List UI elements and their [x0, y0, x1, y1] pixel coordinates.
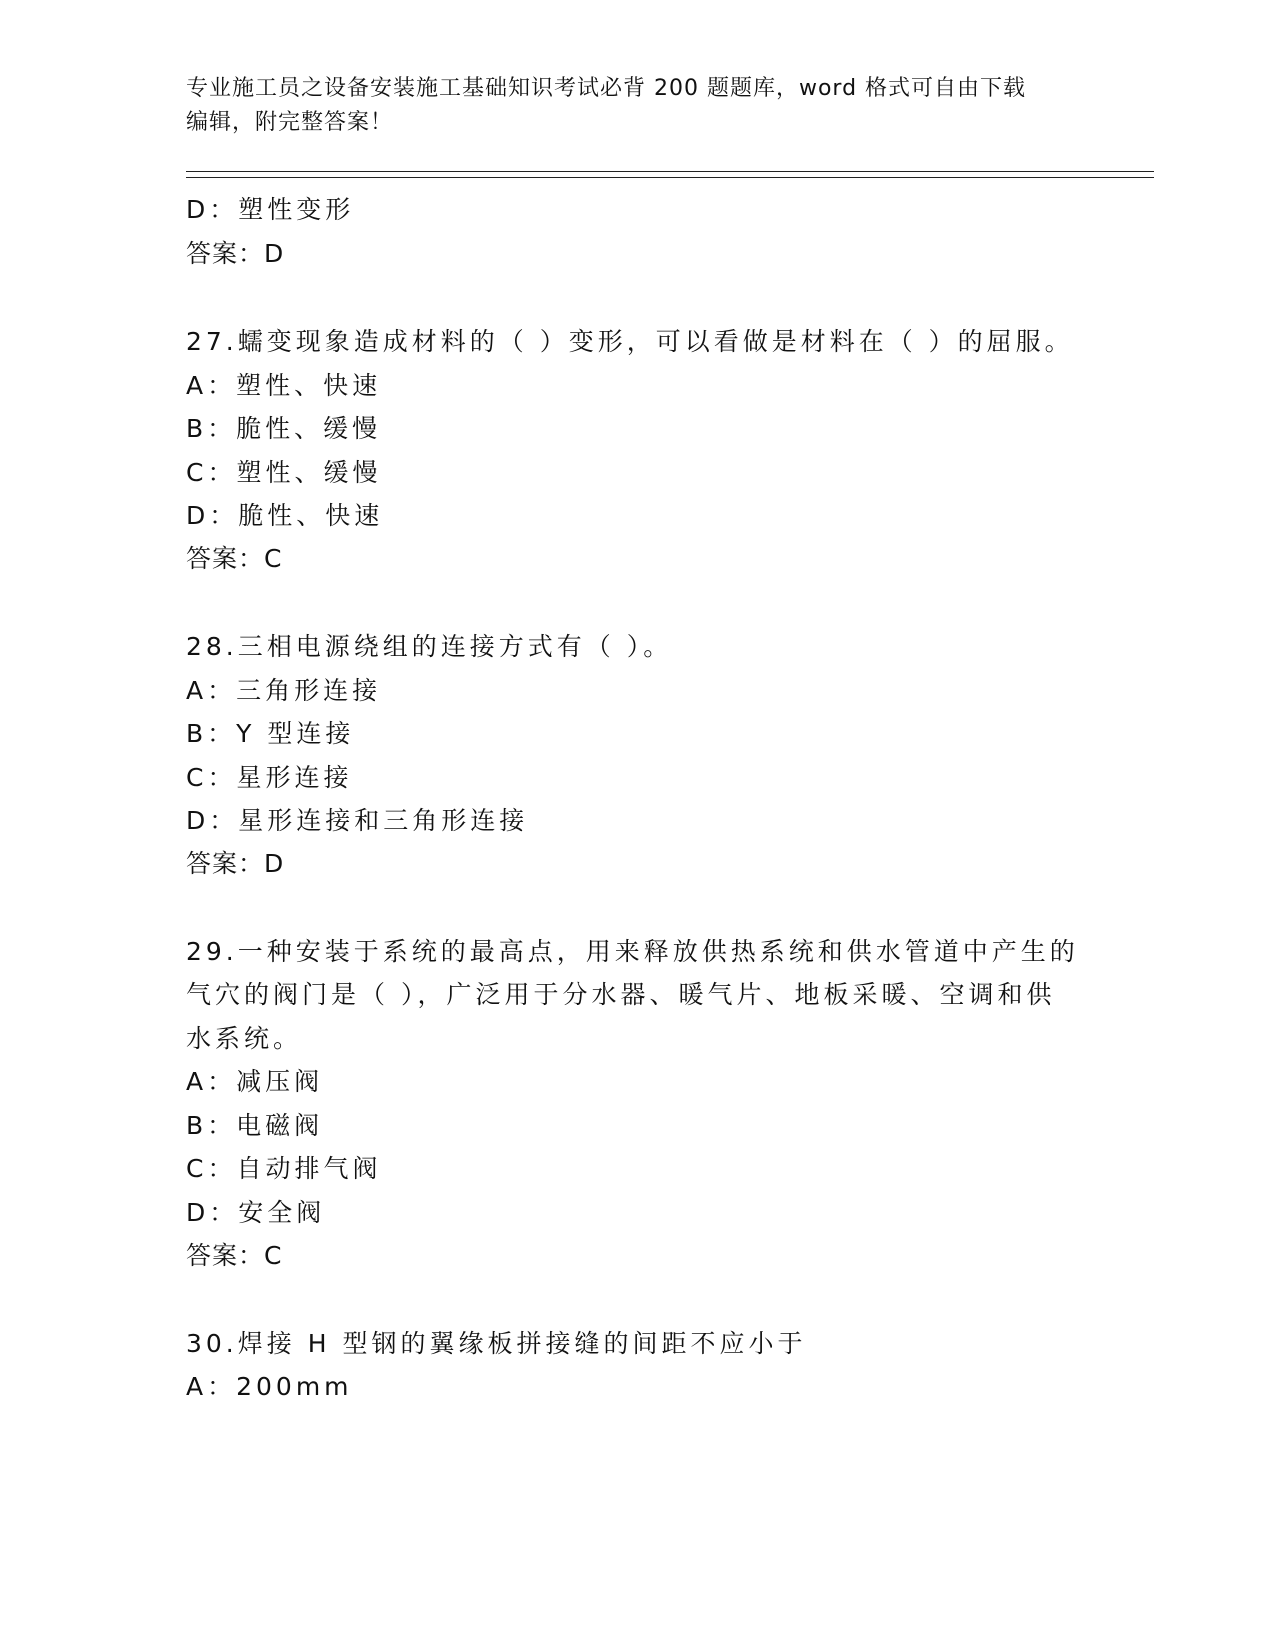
option-d: D：星形连接和三角形连接 — [186, 806, 529, 835]
option-d: D：脆性、快速 — [186, 501, 384, 530]
option-a: A：减压阀 — [186, 1067, 324, 1096]
header-line-1: 专业施工员之设备安装施工基础知识考试必背 200 题题库，word 格式可自由下载 — [186, 76, 1027, 101]
option-c: C：自动排气阀 — [186, 1154, 382, 1183]
option-d: D：塑性变形 — [186, 195, 355, 224]
answer-line: 答案：C — [186, 544, 283, 573]
question-stem: 27.蠕变现象造成材料的（ ）变形，可以看做是材料在（ ）的屈服。 — [186, 327, 1074, 356]
option-a: A：200mm — [186, 1372, 353, 1401]
option-d: D：安全阀 — [186, 1198, 326, 1227]
option-b: B：电磁阀 — [186, 1111, 324, 1140]
header-divider-bottom — [186, 177, 1154, 178]
header-divider-top — [186, 171, 1154, 172]
question-stem: 28.三相电源绕组的连接方式有（ ）。 — [186, 632, 673, 661]
option-a: A：三角形连接 — [186, 676, 382, 705]
question-stem-line-1: 29.一种安装于系统的最高点，用来释放供热系统和供水管道中产生的 — [186, 937, 1079, 966]
option-c: C：星形连接 — [186, 763, 353, 792]
option-c: C：塑性、缓慢 — [186, 458, 382, 487]
answer-line: 答案：D — [186, 849, 285, 878]
document-header — [186, 72, 1086, 140]
option-b: B：脆性、缓慢 — [186, 414, 382, 443]
answer-line: 答案：D — [186, 239, 285, 268]
option-a: A：塑性、快速 — [186, 371, 382, 400]
answer-line: 答案：C — [186, 1241, 283, 1270]
question-stem: 30.焊接 H 型钢的翼缘板拼接缝的间距不应小于 — [186, 1329, 807, 1358]
question-stem-line-3: 水系统。 — [186, 1024, 303, 1053]
question-stem-line-2: 气穴的阀门是（ ），广泛用于分水器、暖气片、地板采暖、空调和供 — [186, 980, 1056, 1009]
option-b: B：Y 型连接 — [186, 719, 355, 748]
header-line-2: 编辑，附完整答案！ — [186, 110, 394, 135]
